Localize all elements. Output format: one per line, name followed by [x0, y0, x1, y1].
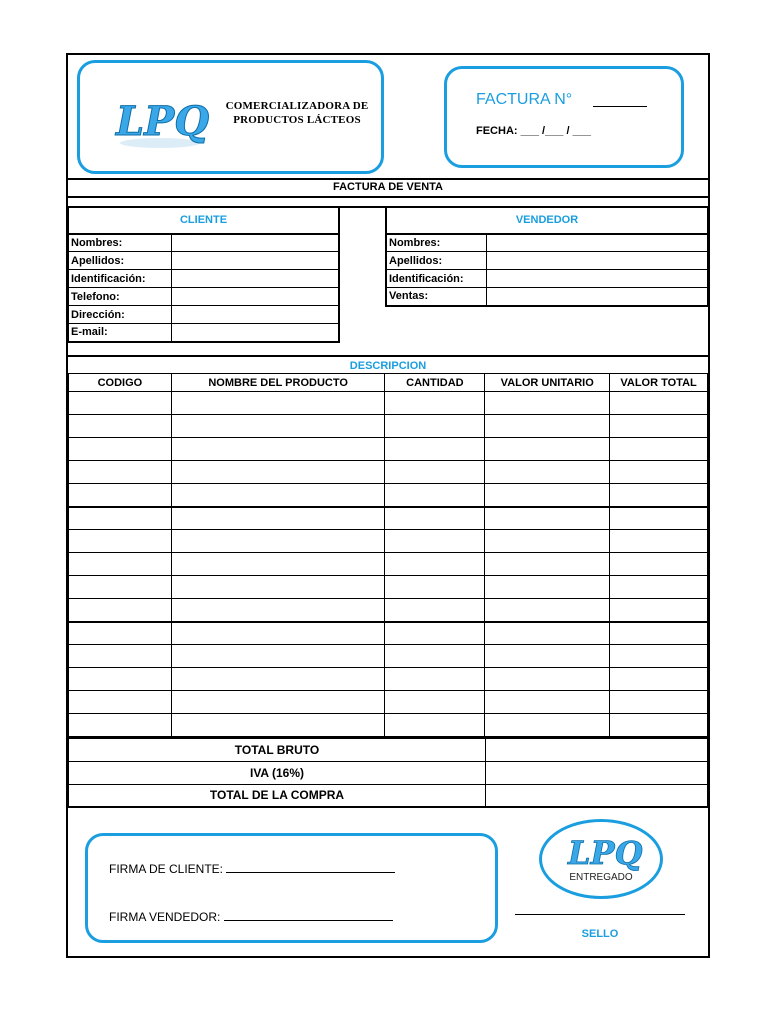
column-header-valor-total: VALOR TOTAL [610, 374, 708, 392]
valor-unitario-cell[interactable] [485, 415, 610, 438]
cantidad-cell[interactable] [385, 622, 485, 645]
codigo-cell[interactable] [69, 553, 172, 576]
column-header-valor-unitario: VALOR UNITARIO [485, 374, 610, 392]
client-direccion-input[interactable] [172, 306, 340, 324]
producto-cell[interactable] [171, 484, 385, 507]
item-row [69, 553, 708, 576]
client-identificacion-input[interactable] [172, 270, 340, 288]
item-row [69, 484, 708, 507]
cantidad-cell[interactable] [385, 714, 485, 737]
invoice-date-label[interactable]: FECHA: ___ /___ / ___ [476, 125, 591, 137]
codigo-cell[interactable] [69, 691, 172, 714]
producto-cell[interactable] [171, 668, 385, 691]
description-heading: DESCRIPCION [68, 355, 708, 373]
valor-total-cell[interactable] [610, 691, 708, 714]
codigo-cell[interactable] [69, 714, 172, 737]
client-apellidos-input[interactable] [172, 252, 340, 270]
valor-total-cell[interactable] [610, 622, 708, 645]
iva-label: IVA (16%) [69, 761, 486, 784]
producto-cell[interactable] [171, 645, 385, 668]
company-header [77, 60, 384, 174]
client-heading: CLIENTE [69, 208, 340, 234]
codigo-cell[interactable] [69, 392, 172, 415]
item-row [69, 599, 708, 622]
seller-signature-label: FIRMA VENDEDOR: [109, 910, 221, 924]
producto-cell[interactable] [171, 576, 385, 599]
client-signature-row [109, 861, 395, 876]
client-field-label: Dirección: [69, 306, 172, 324]
column-header-producto: NOMBRE DEL PRODUCTO [171, 374, 385, 392]
codigo-cell[interactable] [69, 484, 172, 507]
signatures-box [85, 833, 498, 943]
seller-signature-field[interactable] [224, 909, 393, 921]
item-row [69, 392, 708, 415]
valor-total-cell[interactable] [610, 507, 708, 530]
valor-unitario-cell[interactable] [485, 691, 610, 714]
producto-cell[interactable] [171, 530, 385, 553]
cantidad-cell[interactable] [385, 668, 485, 691]
codigo-cell[interactable] [69, 668, 172, 691]
items-body [69, 392, 708, 737]
stamp-status: ENTREGADO [569, 872, 633, 883]
client-signature-label: FIRMA DE CLIENTE: [109, 862, 224, 876]
invoice-number-field[interactable] [593, 106, 647, 107]
producto-cell[interactable] [171, 461, 385, 484]
valor-unitario-cell[interactable] [485, 714, 610, 737]
valor-unitario-cell[interactable] [485, 553, 610, 576]
item-row [69, 438, 708, 461]
valor-unitario-cell[interactable] [485, 622, 610, 645]
item-row [69, 461, 708, 484]
invoice-number-label: FACTURA N° [476, 91, 573, 108]
cantidad-cell[interactable] [385, 576, 485, 599]
stamp-logo [564, 828, 644, 872]
valor-unitario-cell[interactable] [485, 599, 610, 622]
producto-cell[interactable] [171, 599, 385, 622]
valor-total-cell[interactable] [610, 461, 708, 484]
total-bruto-label: TOTAL BRUTO [69, 738, 486, 761]
cantidad-cell[interactable] [385, 438, 485, 461]
stamp-logo-text: LPQ [568, 834, 643, 872]
valor-total-cell[interactable] [610, 484, 708, 507]
client-field-label: E-mail: [69, 324, 172, 342]
seal-label: SELLO [581, 928, 619, 940]
total-compra-label: TOTAL DE LA COMPRA [69, 784, 486, 807]
item-row [69, 668, 708, 691]
item-row [69, 530, 708, 553]
valor-total-cell[interactable] [610, 415, 708, 438]
valor-unitario-cell[interactable] [485, 576, 610, 599]
company-name-line2: PRODUCTOS LÁCTEOS [233, 114, 361, 126]
seal-line[interactable] [515, 914, 685, 915]
company-name [222, 99, 372, 127]
producto-cell[interactable] [171, 507, 385, 530]
iva-value[interactable] [486, 761, 708, 784]
company-name-line1: COMERCIALIZADORA DE [225, 100, 369, 112]
cantidad-cell[interactable] [385, 599, 485, 622]
client-field-label: Nombres: [69, 234, 172, 252]
producto-cell[interactable] [171, 714, 385, 737]
item-row [69, 507, 708, 530]
producto-cell[interactable] [171, 622, 385, 645]
valor-total-cell[interactable] [610, 553, 708, 576]
form-title: FACTURA DE VENTA [333, 181, 443, 193]
codigo-cell[interactable] [69, 645, 172, 668]
producto-cell[interactable] [171, 415, 385, 438]
codigo-cell[interactable] [69, 438, 172, 461]
cantidad-cell[interactable] [385, 553, 485, 576]
lpq-logo [110, 91, 210, 153]
divider [68, 178, 708, 180]
codigo-cell[interactable] [69, 576, 172, 599]
column-header-codigo: CODIGO [69, 374, 172, 392]
delivered-stamp [539, 819, 663, 899]
item-row [69, 622, 708, 645]
valor-total-cell[interactable] [610, 714, 708, 737]
seller-field-label: Ventas: [386, 288, 486, 306]
seller-field-label: Apellidos: [386, 252, 486, 270]
seller-table [385, 207, 708, 307]
seller-apellidos-input[interactable] [486, 252, 708, 270]
valor-total-cell[interactable] [610, 530, 708, 553]
producto-cell[interactable] [171, 691, 385, 714]
valor-total-cell[interactable] [610, 668, 708, 691]
valor-total-cell[interactable] [610, 576, 708, 599]
codigo-cell[interactable] [69, 530, 172, 553]
totals-table [68, 737, 708, 808]
codigo-cell[interactable] [69, 461, 172, 484]
client-field-label: Apellidos: [69, 252, 172, 270]
valor-unitario-cell[interactable] [485, 484, 610, 507]
client-field-label: Telefono: [69, 288, 172, 306]
valor-unitario-cell[interactable] [485, 668, 610, 691]
cantidad-cell[interactable] [385, 392, 485, 415]
items-table [68, 373, 708, 737]
codigo-cell[interactable] [69, 415, 172, 438]
valor-unitario-cell[interactable] [485, 438, 610, 461]
valor-unitario-cell[interactable] [485, 507, 610, 530]
valor-total-cell[interactable] [610, 645, 708, 668]
item-row [69, 714, 708, 737]
cantidad-cell[interactable] [385, 484, 485, 507]
cantidad-cell[interactable] [385, 461, 485, 484]
cantidad-cell[interactable] [385, 645, 485, 668]
codigo-cell[interactable] [69, 599, 172, 622]
cantidad-cell[interactable] [385, 530, 485, 553]
producto-cell[interactable] [171, 553, 385, 576]
seller-ventas-input[interactable] [486, 288, 708, 306]
total-bruto-value[interactable] [486, 738, 708, 761]
client-nombres-input[interactable] [172, 234, 340, 252]
valor-total-cell[interactable] [610, 392, 708, 415]
seller-heading: VENDEDOR [386, 208, 708, 234]
seller-field-label: Nombres: [386, 234, 486, 252]
cantidad-cell[interactable] [385, 415, 485, 438]
client-telefono-input[interactable] [172, 288, 340, 306]
valor-total-cell[interactable] [610, 438, 708, 461]
codigo-cell[interactable] [69, 507, 172, 530]
seller-identificacion-input[interactable] [486, 270, 708, 288]
client-signature-field[interactable] [226, 861, 395, 873]
client-field-label: Identificación: [69, 270, 172, 288]
valor-unitario-cell[interactable] [485, 530, 610, 553]
item-row [69, 576, 708, 599]
item-row [69, 415, 708, 438]
valor-unitario-cell[interactable] [485, 392, 610, 415]
column-header-cantidad: CANTIDAD [385, 374, 485, 392]
item-row [69, 645, 708, 668]
producto-cell[interactable] [171, 392, 385, 415]
client-table [68, 207, 340, 343]
cantidad-cell[interactable] [385, 691, 485, 714]
items-header-row [69, 374, 708, 392]
divider [68, 196, 708, 198]
item-row [69, 691, 708, 714]
seller-nombres-input[interactable] [486, 234, 708, 252]
seller-signature-row [109, 909, 393, 924]
valor-unitario-cell[interactable] [485, 461, 610, 484]
seller-field-label: Identificación: [386, 270, 486, 288]
invoice-number-box [444, 66, 684, 168]
logo-text: LPQ [116, 98, 210, 145]
producto-cell[interactable] [171, 438, 385, 461]
total-compra-value[interactable] [486, 784, 708, 807]
client-email-input[interactable] [172, 324, 340, 342]
invoice-form [66, 53, 710, 958]
codigo-cell[interactable] [69, 622, 172, 645]
valor-unitario-cell[interactable] [485, 645, 610, 668]
cantidad-cell[interactable] [385, 507, 485, 530]
valor-total-cell[interactable] [610, 599, 708, 622]
